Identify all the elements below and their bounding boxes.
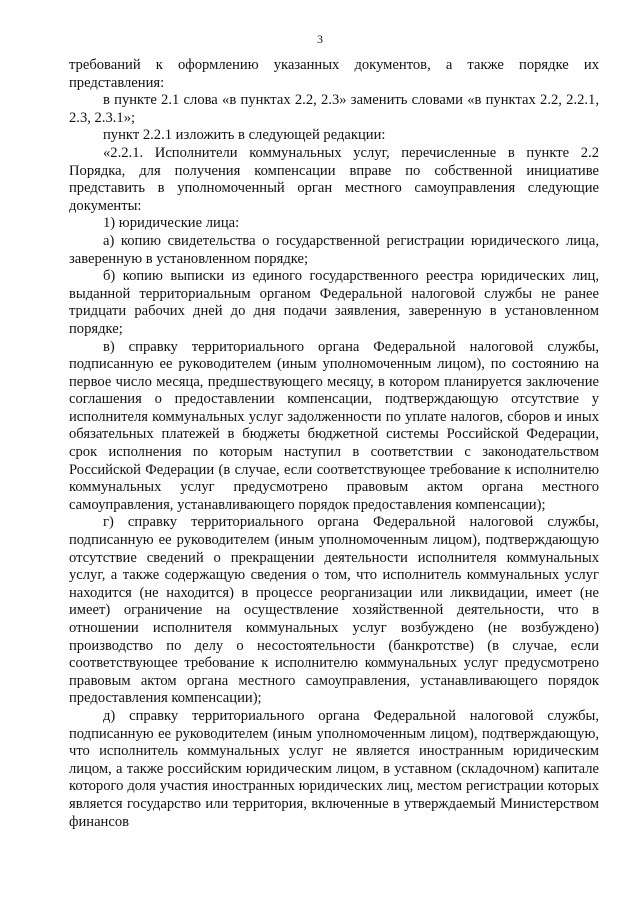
paragraph-clause-2-2-1-intro: пункт 2.2.1 изложить в следующей редакции:: [103, 127, 386, 144]
paragraph-legal-entities: 1) юридические лица:: [103, 215, 240, 232]
paragraph-item-d: д) справку территориального органа Федеральной налоговой службы, подписанную ее руководителем (иным уполномоченным лицом), подтверждающую, что исполнитель коммунальных услуг не является иностранным юридическим лицом, а также российским юридическим лицом, в уставном (складочном) капитале которого доля участия иностранных юридических лиц, местом регистрации которых является государство или территория, включенные в утверждаемый Министерством финансов: [69, 707, 599, 830]
paragraph-clause-2-2-1: «2.2.1. Исполнители коммунальных услуг, перечисленные в пункте 2.2 Порядка, для получения компенсации вправе по собственной инициативе представить в уполномоченный орган местного самоуправления следующие документы:: [69, 144, 599, 214]
paragraph-item-g: г) справку территориального органа Федеральной налоговой службы, подписанную ее руководителем (иным уполномоченным лицом), подтверждающую отсутствие сведений о прекращении деятельности исполнителя коммунальных услуг, а также содержащую сведения о том, что исполнитель коммунальных услуг находится (не находится) в процессе реорганизации или ликвидации, имеет (не имеет) ограничение на осуществление хозяйственной деятельности, что в отношении исполнителя коммунальных услуг возбуждено (не возбуждено) производство по делу о несостоятельности (банкротстве) (в случае, если соответствующее требование к исполнителю коммунальных услуг предусмотрено правовым актом органа местного самоуправления, устанавливающего порядок предоставления компенсации);: [69, 514, 599, 707]
paragraph-item-v: в) справку территориального органа Федеральной налоговой службы, подписанную ее руководителем (иным уполномоченным лицом), по состоянию на первое число месяца, предшествующего месяцу, в котором планируется заключение соглашения о предоставлении компенсации, подтверждающую отсутствие у исполнителя коммунальных услуг задолженности по уплате налогов, сборов и иных обязательных платежей в бюджеты бюджетной системы Российской Федерации, срок исполнения по которым наступил в соответствии с законодательством Российской Федерации (в случае, если соответствующее требование к исполнителю коммунальных услуг предусмотрено правовым актом органа местного самоуправления, устанавливающего порядок предоставления компенсации);: [69, 338, 599, 513]
page-number: 3: [317, 32, 323, 46]
document-text: [69, 57, 599, 831]
paragraph-requirements-continuation: требований к оформлению указанных документов, а также порядке их представления:: [69, 57, 599, 91]
paragraph-item-a: а) копию свидетельства о государственной регистрации юридического лица, заверенную в установленном порядке;: [69, 232, 599, 267]
paragraph-item-b: б) копию выписки из единого государственного реестра юридических лиц, выданной территориальным органом Федеральной налоговой службы не ранее тридцати рабочих дней до дня подачи заявления, заверенную в установленном порядке;: [69, 268, 599, 337]
paragraph-amend-clause-2-1: в пункте 2.1 слова «в пунктах 2.2, 2.3» заменить словами «в пунктах 2.2, 2.2.1, 2.3, 2.3.1»;: [69, 92, 599, 126]
